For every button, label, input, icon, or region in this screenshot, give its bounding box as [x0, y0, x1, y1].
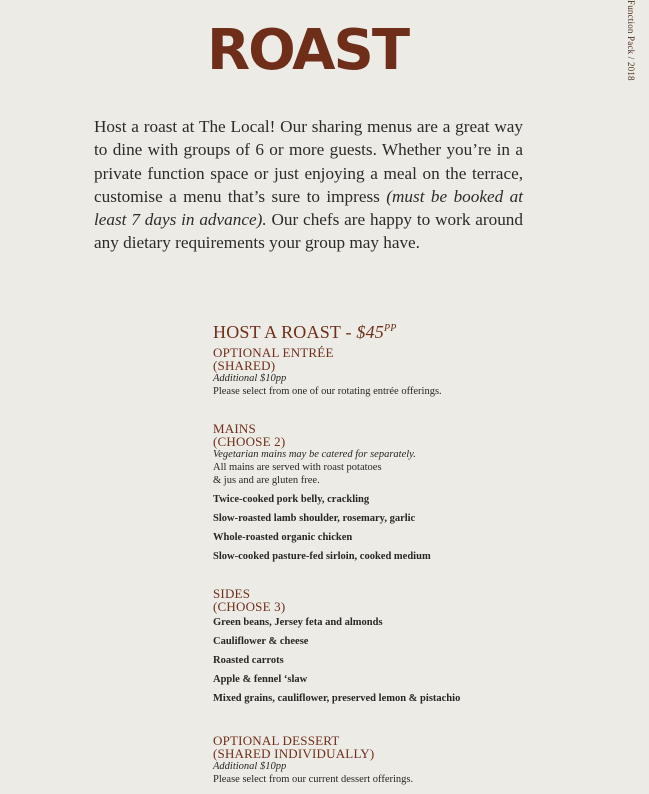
- section-subheading: (SHARED): [213, 358, 276, 373]
- section-note: Vegetarian mains may be catered for separately.: [213, 449, 416, 460]
- menu-price-suffix: PP: [383, 323, 397, 334]
- section-mains: [213, 422, 533, 563]
- intro-paragraph: [94, 115, 523, 255]
- section-heading: OPTIONAL ENTRÉE: [213, 345, 334, 360]
- menu-item: Cauliflower & cheese: [213, 636, 309, 647]
- section-subheading: (CHOOSE 3): [213, 599, 286, 614]
- section-subheading: (SHARED INDIVIDUALLY): [213, 746, 375, 761]
- section-entree: [213, 346, 533, 398]
- menu-title: [213, 318, 533, 343]
- side-label: Function Pack / 2018: [626, 0, 636, 81]
- section-text: Please select from one of our rotating entrée offerings.: [213, 386, 442, 397]
- section-heading: SIDES: [213, 586, 251, 601]
- roast-menu: [213, 318, 533, 785]
- menu-item: Slow-roasted lamb shoulder, rosemary, garlic: [213, 513, 416, 524]
- menu-title-text: HOST A ROAST -: [213, 322, 357, 342]
- menu-item: Whole-roasted organic chicken: [213, 532, 353, 543]
- menu-item: Roasted carrots: [213, 655, 284, 666]
- section-heading: MAINS: [213, 421, 256, 436]
- section-note: Additional $10pp: [213, 761, 287, 772]
- menu-item: Mixed grains, cauliflower, preserved lemon & pistachio: [213, 693, 461, 704]
- section-subheading: (CHOOSE 2): [213, 434, 286, 449]
- menu-item: Slow-cooked pasture-fed sirloin, cooked medium: [213, 551, 431, 562]
- section-text: All mains are served with roast potatoes: [213, 462, 382, 473]
- intro-text-2: Our chefs are happy to work around any dietary requirements your group may have.: [94, 210, 523, 253]
- section-dessert: [213, 734, 533, 786]
- section-text: Please select from our current dessert offerings.: [213, 774, 414, 785]
- page-title: ROAST: [206, 18, 409, 83]
- menu-item: Twice-cooked pork belly, crackling: [213, 494, 370, 505]
- section-heading: OPTIONAL DESSERT: [213, 733, 340, 748]
- menu-item: Apple & fennel ‘slaw: [213, 674, 308, 685]
- intro-text-1: Host a roast at The Local! Our sharing menus are a great way to dine with groups of 6 or more guests. Whether you’re in a private function space or just enjoying a meal on the terrace, customise a menu that’s sure to impress: [94, 117, 523, 206]
- menu-item: Green beans, Jersey feta and almonds: [213, 617, 383, 628]
- section-text: & jus and are gluten free.: [213, 475, 320, 486]
- menu-price: $45: [356, 322, 384, 342]
- section-sides: [213, 587, 533, 705]
- intro-booking-note: (must be booked at least 7 days in advance).: [94, 186, 524, 230]
- section-note: Additional $10pp: [213, 373, 287, 384]
